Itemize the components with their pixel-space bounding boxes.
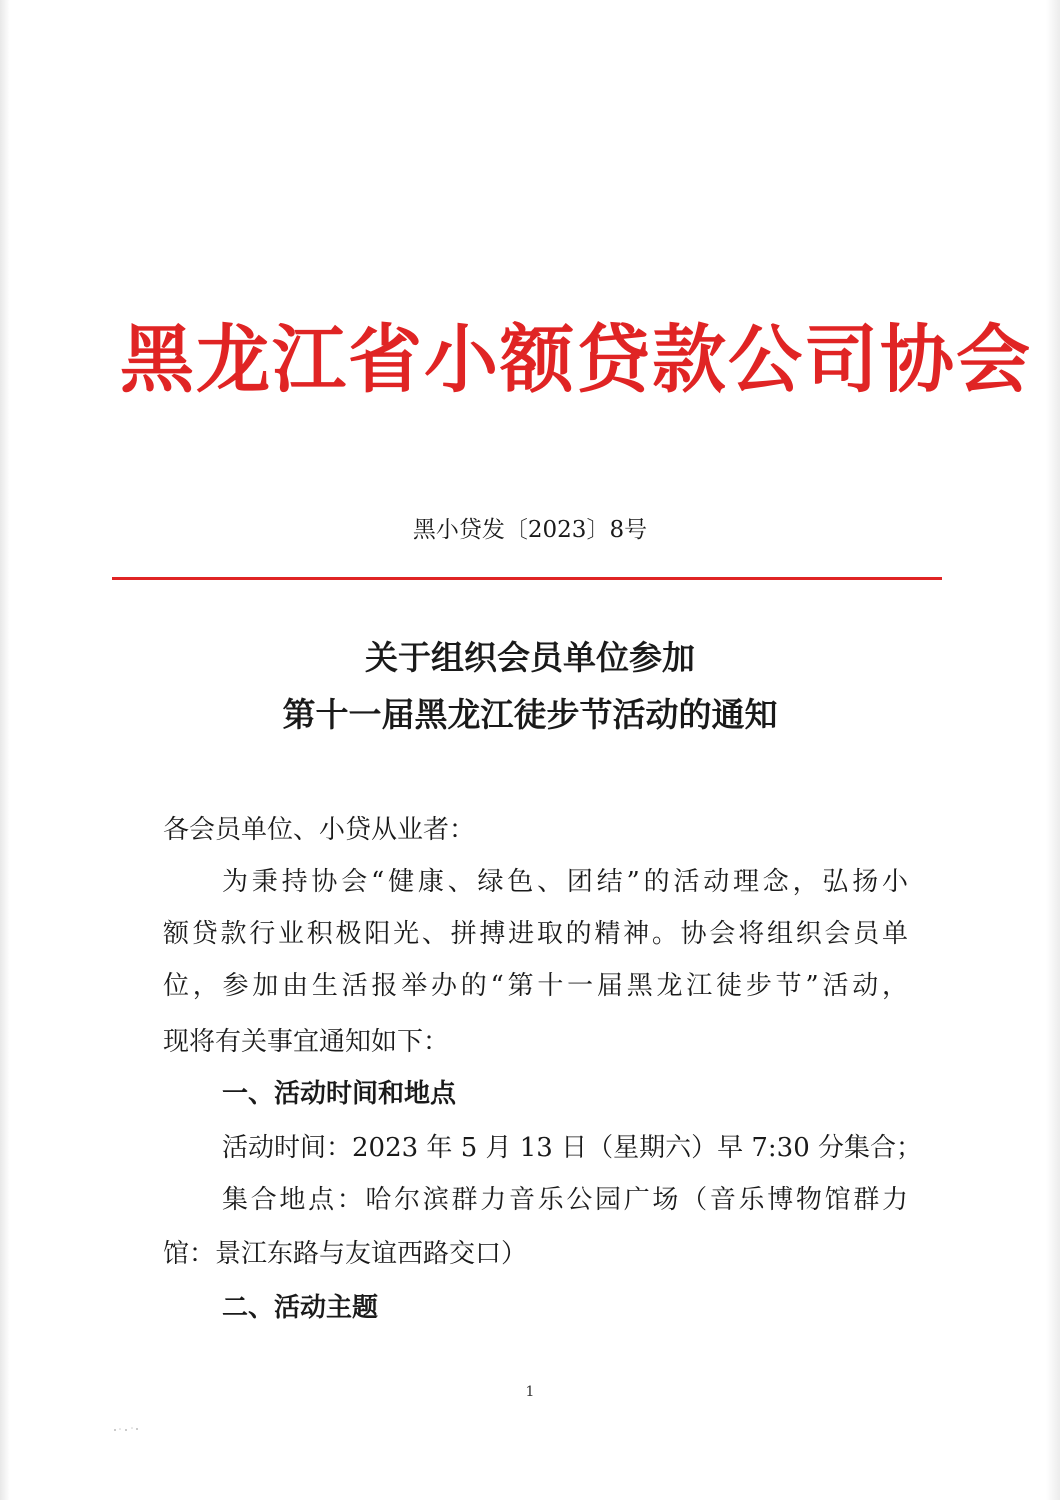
intro-line-1: 为秉持协会“健康、绿色、团结”的活动理念，弘扬小 <box>222 867 908 897</box>
scan-edge-right <box>1046 0 1060 1500</box>
section-1-heading: 一、活动时间和地点 <box>222 1079 457 1109</box>
intro-line-4: 现将有关事宜通知如下： <box>163 1027 450 1057</box>
notice-title-line-2: 第十一届黑龙江徒步节活动的通知 <box>282 695 778 734</box>
intro-line-3: 位，参加由生活报举办的“第十一届黑龙江徒步节”活动， <box>163 971 908 1001</box>
masthead-title: 黑龙江省小额贷款公司协会 <box>120 317 1032 403</box>
assembly-place-line-2: 馆：景江东路与友谊西路交口） <box>163 1239 528 1269</box>
red-divider-line <box>112 577 942 580</box>
document-number: 黑小贷发〔2023〕8号 <box>412 517 648 543</box>
scan-edge-left <box>0 0 10 1500</box>
scan-speck <box>112 1425 142 1433</box>
assembly-place-line-1: 集合地点：哈尔滨群力音乐公园广场（音乐博物馆群力 <box>222 1185 908 1215</box>
page-number: 1 <box>525 1384 535 1400</box>
activity-time-line: 活动时间：2023 年 5 月 13 日（星期六）早 7:30 分集合； <box>222 1133 923 1163</box>
notice-title-line-1: 关于组织会员单位参加 <box>365 638 695 677</box>
section-2-heading: 二、活动主题 <box>222 1293 379 1323</box>
salutation: 各会员单位、小贷从业者： <box>163 815 476 845</box>
intro-line-2: 额贷款行业积极阳光、拼搏进取的精神。协会将组织会员单 <box>163 919 908 949</box>
